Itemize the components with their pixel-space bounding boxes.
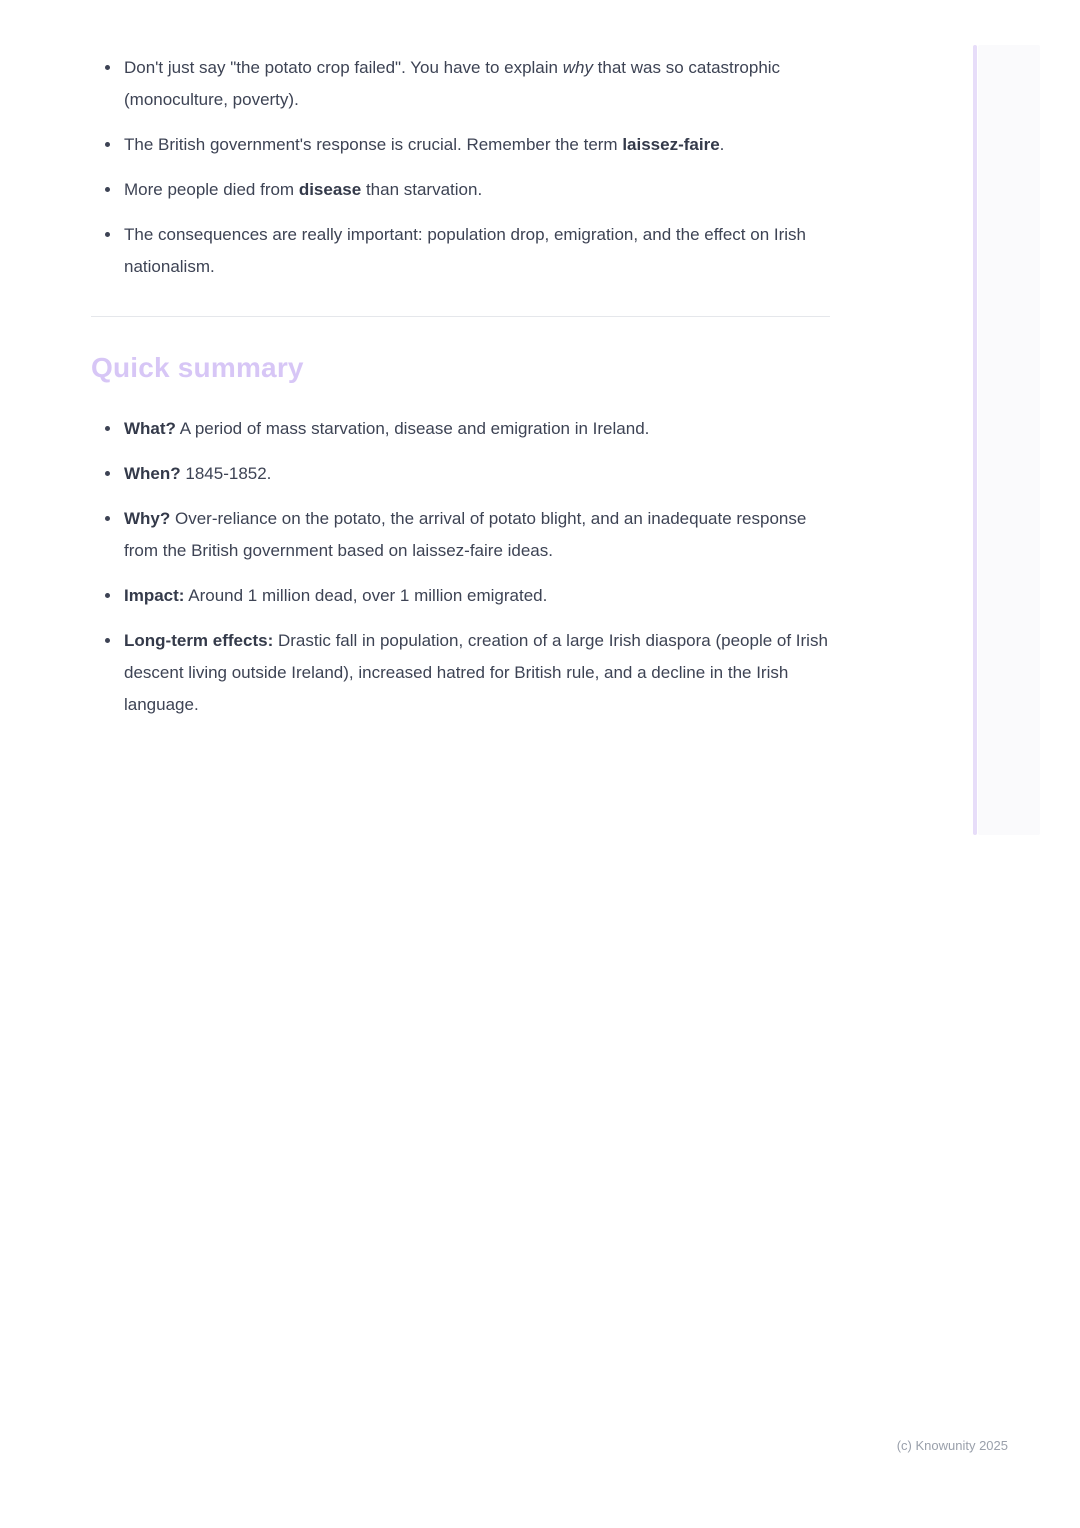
- list-item-text: When? 1845-1852.: [124, 464, 272, 483]
- list-item: [91, 503, 831, 567]
- list-item: [91, 580, 831, 612]
- list-item-text: Long-term effects: Drastic fall in population, creation of a large Irish diaspora (people of Irish descent living outside Ireland), increased hatred for British rule, and a decline in the Irish language.: [124, 631, 828, 714]
- list-item: [91, 174, 831, 206]
- list-item-text: The consequences are really important: population drop, emigration, and the effect on Irish nationalism.: [124, 225, 806, 276]
- bullet-icon: [105, 593, 110, 598]
- list-item: [91, 52, 831, 116]
- list-item: [91, 219, 831, 283]
- bullet-icon: [105, 142, 110, 147]
- list-item-text: Why? Over-reliance on the potato, the arrival of potato blight, and an inadequate response from the British government based on laissez-faire ideas.: [124, 509, 807, 560]
- bullet-icon: [105, 187, 110, 192]
- bullet-icon: [105, 65, 110, 70]
- list-item-text: The British government's response is crucial. Remember the term laissez-faire.: [124, 135, 725, 154]
- list-item-text: Don't just say "the potato crop failed". You have to explain why that was so catastrophic (monoculture, poverty).: [124, 58, 781, 109]
- bullet-icon: [105, 471, 110, 476]
- list-item-text: What? A period of mass starvation, disease and emigration in Ireland.: [124, 419, 650, 438]
- page-content: [91, 52, 831, 734]
- list-item: [91, 458, 831, 490]
- list-item: [91, 413, 831, 445]
- copyright-text: (c) Knowunity 2025: [896, 1438, 1008, 1453]
- list-item-text: Impact: Around 1 million dead, over 1 million emigrated.: [124, 586, 548, 605]
- list-item: [91, 625, 831, 721]
- exam-tips-list: [91, 52, 831, 283]
- list-item: [91, 129, 831, 161]
- page-edge-accent-bar: [973, 45, 977, 835]
- bullet-icon: [105, 516, 110, 521]
- bullet-icon: [105, 638, 110, 643]
- bullet-icon: [105, 426, 110, 431]
- page-edge-panel: [978, 45, 1040, 835]
- list-item-text: More people died from disease than starvation.: [124, 180, 483, 199]
- quick-summary-heading: Quick summary: [91, 352, 304, 383]
- section-divider: [91, 316, 830, 317]
- quick-summary-list: [91, 413, 831, 721]
- bullet-icon: [105, 232, 110, 237]
